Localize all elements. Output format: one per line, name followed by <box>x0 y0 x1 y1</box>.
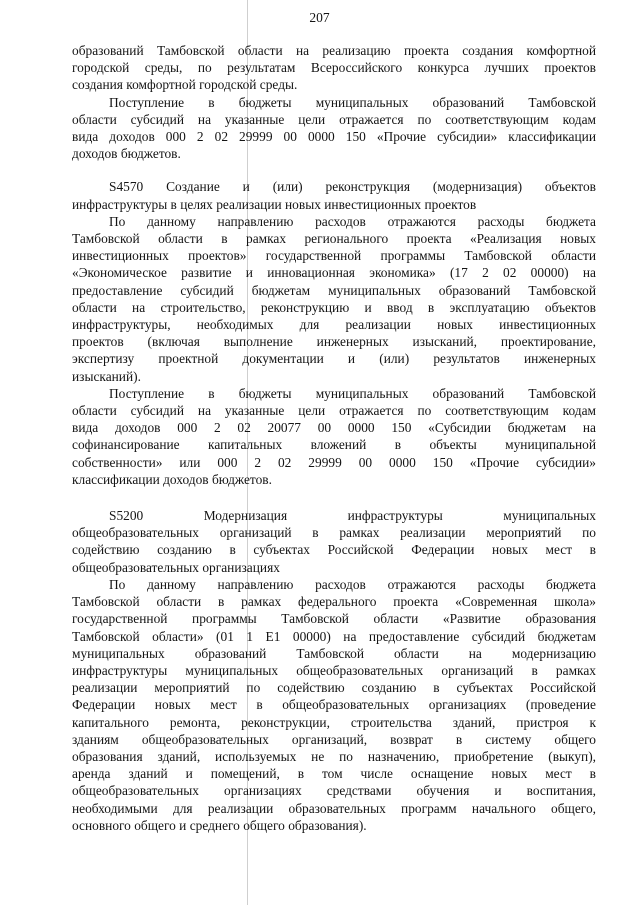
text-line: образований Тамбовской области на реализацию проекта создания комфортной <box>72 43 596 58</box>
text-line: создания комфортной городской среды. <box>72 77 298 93</box>
paragraph-gap <box>72 488 596 507</box>
heading-line: содействию созданию в субъектах Российской Федерации новых мест в <box>72 542 596 558</box>
text-line: экспертизу проектной документации и (или) результатов инженерных <box>72 351 596 367</box>
text-line: области субсидий на указанные цели отражается по соответствующим кодам <box>72 111 596 127</box>
text-line: проектов (включая выполнение инженерных изысканий, проектирование, <box>72 334 596 350</box>
paragraph <box>72 213 596 385</box>
text-line: собственности» или 000 2 02 29999 00 0000 150 «Прочие субсидии» <box>72 454 596 470</box>
heading-line: общеобразовательных организаций в рамках реализации мероприятий по <box>72 525 596 541</box>
text-line: Федерации новых мест в общеобразовательных организациях (проведение <box>72 697 596 713</box>
text-line: софинансирование капитальных вложений в объекты муниципальной <box>72 437 596 453</box>
text-line: инфраструктуры, необходимых для реализации новых инвестиционных <box>72 317 596 333</box>
text-line: государственной программы Тамбовской области «Развитие образования <box>72 611 596 627</box>
heading-line: общеобразовательных организациях <box>72 559 280 575</box>
text-line: аренда зданий и помещений, в том числе оснащение новых мест в <box>72 766 596 782</box>
paragraph <box>72 42 596 94</box>
text-line: Поступление в бюджеты муниципальных образований Тамбовской <box>109 385 596 401</box>
text-line: необходимыми для реализации образовательных программ начального общего, <box>72 800 596 816</box>
text-line: инвестиционных проектов» государственной программы Тамбовской области <box>72 248 596 264</box>
paragraph-gap <box>72 162 596 178</box>
document-body <box>72 42 596 834</box>
text-line: вида доходов 000 2 02 29999 00 0000 150 «Прочие субсидии» классификации <box>72 129 596 145</box>
paragraph <box>72 576 596 834</box>
text-line: По данному направлению расходов отражаются расходы бюджета <box>109 213 596 229</box>
text-line: предоставление субсидий бюджетам муниципальных образований Тамбовской <box>72 282 596 298</box>
paragraph <box>72 385 596 488</box>
paragraph <box>72 94 596 163</box>
text-line: области субсидий на указанные цели отражается по соответствующим кодам <box>72 403 596 419</box>
heading-line: S4570 Создание и (или) реконструкция (модернизация) объектов <box>109 179 596 195</box>
text-line: реализации мероприятий по содействию созданию в субъектах Российской <box>72 680 596 696</box>
text-line: инфраструктуры муниципальных общеобразовательных организаций в рамках <box>72 662 596 678</box>
text-line: муниципальных образований Тамбовской области на модернизацию <box>72 645 596 661</box>
text-line: основного общего и среднего общего образования). <box>72 817 367 833</box>
text-line: общеобразовательных организациях средствами обучения и воспитания, <box>72 783 596 799</box>
heading-line: инфраструктуры в целях реализации новых инвестиционных проектов <box>72 196 477 212</box>
text-line: По данному направлению расходов отражаются расходы бюджета <box>109 576 596 592</box>
text-line: Тамбовской области в рамках федерального проекта «Современная школа» <box>72 594 596 610</box>
text-line: капитального ремонта, реконструкции, строительства зданий, пристроя к <box>72 714 596 730</box>
text-line: Поступление в бюджеты муниципальных образований Тамбовской <box>109 94 596 110</box>
heading-line: S5200 Модернизация инфраструктуры муниципальных <box>109 508 596 524</box>
text-line: Тамбовской области» (01 1 E1 00000) на предоставление субсидий бюджетам <box>72 628 596 644</box>
text-line: изысканий). <box>72 368 141 384</box>
text-line: области на строительство, реконструкцию и ввод в эксплуатацию объектов <box>72 299 596 315</box>
text-line: городской среды, по результатам Всероссийского конкурса лучших проектов <box>72 60 596 76</box>
section-heading <box>72 507 596 576</box>
text-line: Тамбовской области в рамках регионального проекта «Реализация новых <box>72 231 596 247</box>
section-heading <box>72 178 596 212</box>
text-line: вида доходов 000 2 02 20077 00 0000 150 «Субсидии бюджетам на <box>72 420 596 436</box>
text-line: «Экономическое развитие и инновационная экономика» (17 2 02 00000) на <box>72 265 596 281</box>
page-number: 207 <box>309 10 330 25</box>
text-line: зданиям общеобразовательных организаций, возврат в систему общего <box>72 731 596 747</box>
text-line: доходов бюджетов. <box>72 146 181 162</box>
text-line: классификации доходов бюджетов. <box>72 471 272 487</box>
text-line: образования зданий, используемых не по назначению, приобретение (выкуп), <box>72 748 596 764</box>
